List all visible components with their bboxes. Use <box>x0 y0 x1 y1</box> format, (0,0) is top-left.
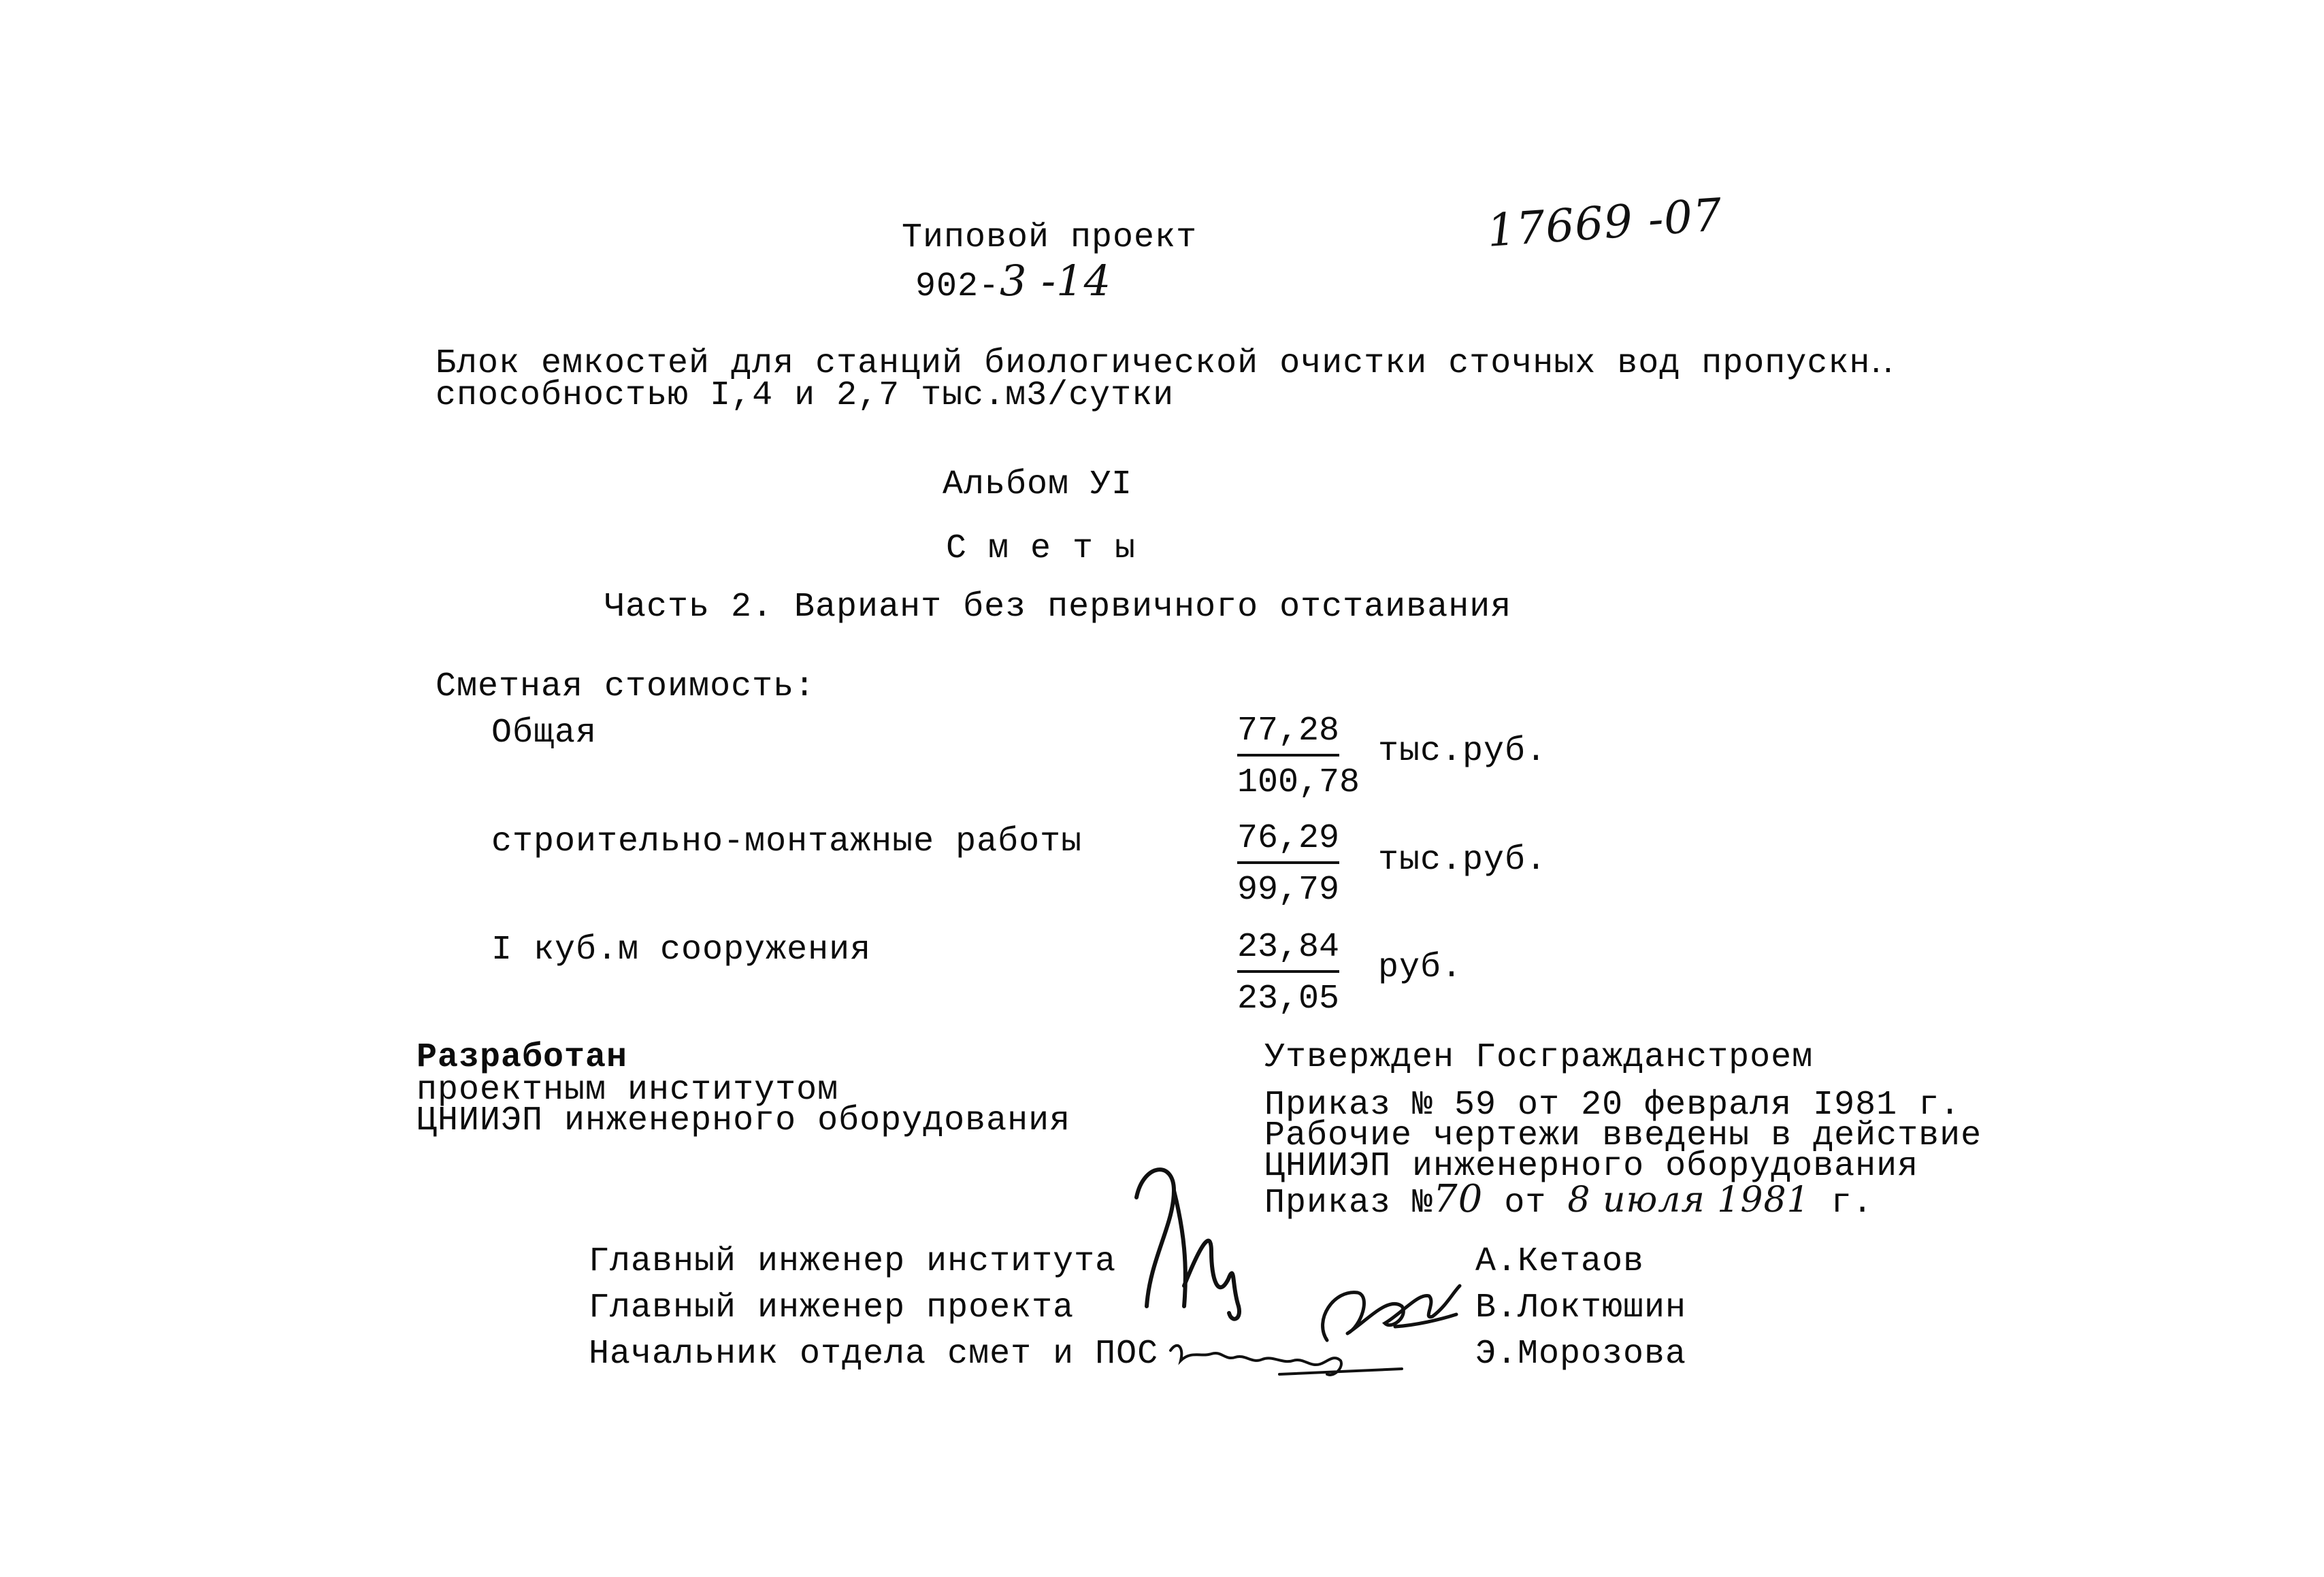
cost-row-label: строительно-монтажные работы <box>491 823 1083 861</box>
section-title: С м е т ы <box>946 529 1136 568</box>
cost-denominator: 99,79 <box>1237 871 1340 910</box>
order-prefix: Приказ № <box>1264 1184 1434 1223</box>
signatory-name: Э.Морозова <box>1475 1335 1687 1374</box>
order-suffix: г. <box>1810 1184 1873 1223</box>
cost-heading: Сметная стоимость: <box>436 667 816 706</box>
signatory-position: Главный инженер института <box>589 1242 1117 1281</box>
cost-numerator: 76,29 <box>1237 822 1339 864</box>
project-number <box>915 256 1112 306</box>
title-line-1: Блок емкостей для станций биологической очистки сточных вод пропускн․․ <box>436 344 1895 383</box>
project-number-handwritten: 3 -14 <box>1000 256 1112 305</box>
signature-chief-engineer-institute <box>1109 1150 1266 1327</box>
approved-line-5 <box>1264 1177 1873 1223</box>
approved-line-1: Утвержден Госгражданстроем <box>1264 1038 1814 1077</box>
approved-line-3: Рабочие чертежи введены в действие <box>1264 1116 1982 1155</box>
developed-line-3: ЦНИИЭП инженерного оборудования <box>416 1101 1071 1140</box>
signature-head-estimates-department <box>1164 1327 1409 1388</box>
cost-row-unit: тыс.руб. <box>1378 732 1548 771</box>
signatory-position: Начальник отдела смет и ПОС <box>589 1335 1159 1374</box>
order-number-handwritten: 70 <box>1433 1177 1484 1221</box>
order-mid: от <box>1483 1184 1568 1223</box>
cost-row-value <box>1237 928 1340 1018</box>
signatory-name: В.Локтюшин <box>1475 1289 1687 1327</box>
cost-row-value <box>1237 712 1360 802</box>
cost-row-label: I куб.м сооружения <box>491 931 872 969</box>
signatory-name: А.Кетаов <box>1475 1242 1645 1281</box>
cost-numerator: 23,84 <box>1237 931 1339 973</box>
cost-row-unit: руб. <box>1378 948 1463 987</box>
project-type-label: Типовой проект <box>902 218 1198 257</box>
cost-numerator: 77,28 <box>1237 714 1339 757</box>
order-date-handwritten: 8 июля 1981 <box>1567 1180 1810 1221</box>
title-line-2: способностью I,4 и 2,7 тыс.м3/сутки <box>436 376 1175 415</box>
album-label: Альбом УI <box>943 465 1133 504</box>
project-number-prefix: 902- <box>915 267 1000 306</box>
cost-denominator: 23,05 <box>1237 980 1340 1018</box>
cost-denominator: 100,78 <box>1237 763 1360 802</box>
registration-number: 17669 -07 <box>1485 188 1724 257</box>
approved-line-4: ЦНИИЭП инженерного оборудования <box>1264 1147 1919 1186</box>
cost-row-label: Общая <box>491 714 598 752</box>
approved-line-2: Приказ № 59 от 20 февраля I981 г. <box>1264 1086 1961 1125</box>
developed-line-1: Разработан <box>416 1038 628 1077</box>
developed-line-2: проектным институтом <box>416 1071 839 1110</box>
signatory-position: Главный инженер проекта <box>589 1289 1075 1327</box>
cost-row-value <box>1237 819 1340 910</box>
part-title: Часть 2. Вариант без первичного отстаивания <box>604 588 1512 627</box>
cost-row-unit: тыс.руб. <box>1378 841 1548 880</box>
